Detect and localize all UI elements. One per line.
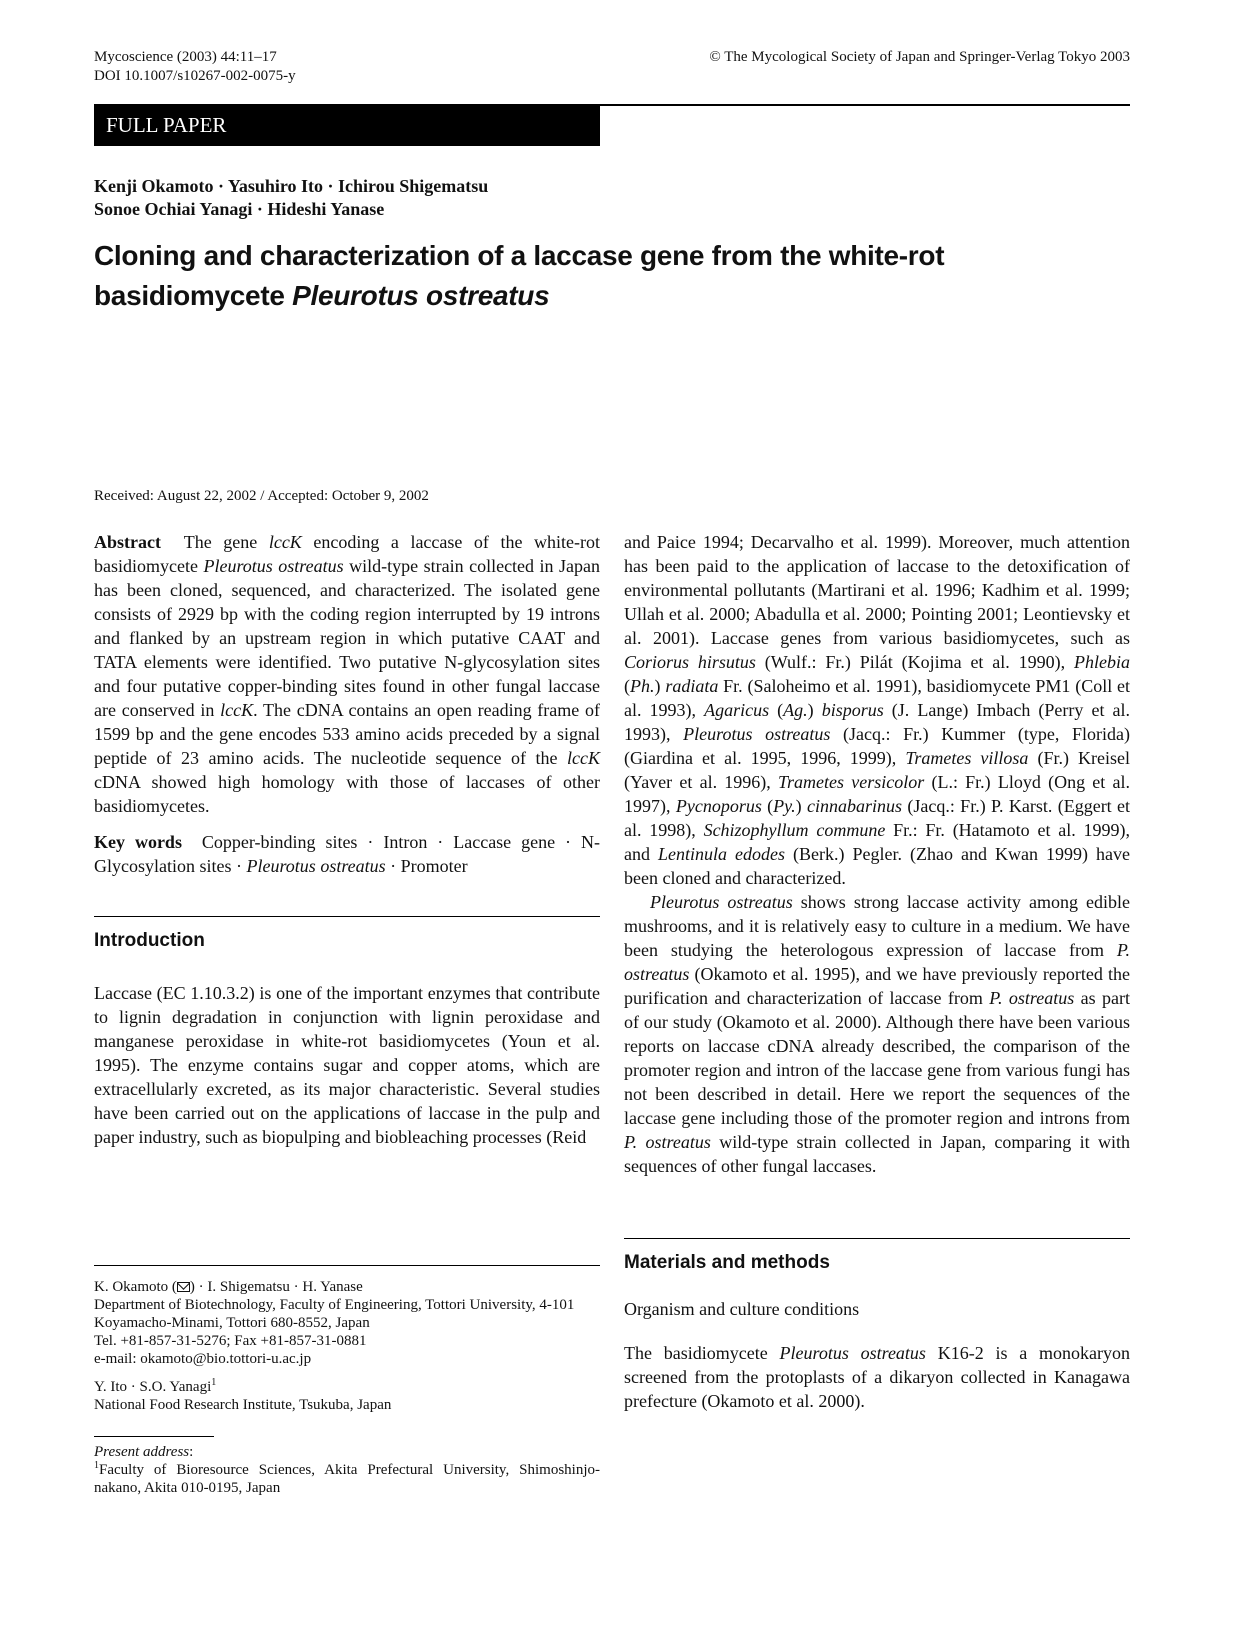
body-text: ( <box>769 700 784 720</box>
body-text: as part of our study (Okamoto et al. 2000). Although there have been various reports on laccase cDNA already described, the comparison of the promoter region and intron of the laccase gene from various fungi has not been described in detail. Here we report the sequences of the laccase gene including those of the promoter region and introns from <box>624 988 1131 1128</box>
species-name: Py. <box>773 796 796 816</box>
author-list <box>94 175 488 221</box>
species-name: P. ostreatus <box>989 988 1075 1008</box>
materials-methods-heading: Materials and methods <box>624 1252 830 1273</box>
author-text: K. Okamoto ( <box>94 1279 177 1295</box>
species-name: Coriorus hirsutus <box>624 652 756 672</box>
body-text: ) <box>795 796 808 816</box>
species-name: Pycnoporus <box>675 796 762 816</box>
body-text: K16-2 is a monokaryon screened from the protoplasts of a dikaryon collected in Kanagawa prefecture (Okamoto et al. 2000). <box>624 1343 1130 1411</box>
corresponding-authors <box>94 1278 600 1296</box>
gene-name: lccK <box>268 532 302 552</box>
gene-name: lccK <box>567 748 600 768</box>
species-name: radiata <box>665 676 719 696</box>
section-rule <box>624 1238 1130 1239</box>
second-affiliation: National Food Research Institute, Tsukuba, Japan <box>94 1397 392 1413</box>
present-colon: : <box>189 1444 194 1460</box>
copyright: © The Mycological Society of Japan and Springer-Verlag Tokyo 2003 <box>709 49 1130 65</box>
species-name: Pleurotus ostreatus <box>203 556 344 576</box>
abstract-label: Abstract <box>94 532 161 552</box>
body-text: Fr.: Fr. (Hatamoto et al. 1999), and <box>624 820 1130 864</box>
species-name: cinnabarinus <box>807 796 903 816</box>
species-name: Pleurotus ostreatus <box>246 856 386 876</box>
present-address <box>94 1461 600 1497</box>
body-text: ) <box>807 700 822 720</box>
body-text: ( <box>761 796 774 816</box>
paper-title <box>94 236 1054 316</box>
title-line-2 <box>94 276 1054 316</box>
species-name: Ag. <box>783 700 808 720</box>
species-name: bisporus <box>821 700 884 720</box>
keywords-text: · Promoter <box>385 856 468 876</box>
species-name: Pleurotus ostreatus <box>650 892 793 912</box>
author-text: Y. Ito · S.O. Yanagi <box>94 1379 212 1395</box>
authors-line-2: Sonoe Ochiai Yanagi · Hideshi Yanase <box>94 199 385 219</box>
species-name: Lentinula edodes <box>658 844 785 864</box>
envelope-icon <box>177 1282 190 1292</box>
methods-text <box>624 1341 1130 1413</box>
abstract-text: The gene <box>183 532 269 552</box>
left-column <box>94 530 600 1149</box>
title-line-1: Cloning and characterization of a laccase gene from the white-rot <box>94 240 945 271</box>
body-text: ( <box>624 676 630 696</box>
affiliations <box>94 1265 600 1497</box>
body-text: Fr. (Saloheimo et al. 1991), basidiomycete PM1 (Coll et al. 1993), <box>624 676 1131 720</box>
body-text: wild-type strain collected in Japan, comparing it with sequences of other fungal laccases. <box>624 1132 1130 1176</box>
keywords-label: Key words <box>94 832 182 852</box>
body-text: (Fr.) Kreisel (Yaver et al. 1996), <box>624 748 1130 792</box>
body-text: (L.: Fr.) Lloyd (Ong et al. 1997), <box>624 772 1131 816</box>
footnote-marker: 1 <box>211 1377 217 1388</box>
title-text: basidiomycete <box>94 280 293 311</box>
introduction-heading: Introduction <box>94 930 205 951</box>
present-address-label <box>94 1443 600 1461</box>
abstract <box>94 530 600 818</box>
species-name: Phlebia <box>1074 652 1130 672</box>
present-address-text: Faculty of Bioresource Sciences, Akita Prefectural University, Shimoshinjo-nakano, Akita 010-0195, Japan <box>94 1462 600 1496</box>
species-name: P. ostreatus <box>624 1132 711 1152</box>
section-label: FULL PAPER <box>94 104 600 146</box>
journal-header <box>94 48 296 86</box>
contact-email: e-mail: okamoto@bio.tottori-u.ac.jp <box>94 1351 312 1367</box>
body-text: ) <box>654 676 666 696</box>
species-name: Trametes versicolor <box>778 772 925 792</box>
abstract-text: encoding a laccase of the white-rot basidiomycete <box>94 532 600 576</box>
body-text: (Berk.) Pegler. (Zhao and Kwan 1999) have been cloned and characterized. <box>624 844 1130 888</box>
journal-citation: Mycoscience (2003) 44:11–17 <box>94 49 277 65</box>
keywords <box>94 830 600 878</box>
abstract-text: cDNA showed high homology with those of laccases of other basidiomycetes. <box>94 772 600 816</box>
abstract-text: wild-type strain collected in Japan has been cloned, sequenced, and characterized. The isolated gene consists of 2929 bp with the coding region interrupted by 19 introns and flanked by an upstream region in which putative CAAT and TATA elements were identified. Two putative N-glycosylation sites and four putative copper-binding sites found in other fungal laccase are conserved in <box>94 556 601 720</box>
present-rule <box>94 1436 214 1437</box>
body-text: and Paice 1994; Decarvalho et al. 1999). Moreover, much attention has been paid to the application of laccase to the detoxification of environmental pollutants (Martirani et al. 1996; Kadhim et al. 1999; Ullah et al. 2000; Abadulla et al. 2000; Pointing 2001; Leontievsky et al. 2001). Laccase genes from various basidiomycetes, such as <box>624 532 1130 648</box>
abstract-text: . The cDNA contains an open reading frame of 1599 bp and the gene encodes 533 amino acids preceded by a signal peptide of 23 amino acids. The nucleotide sequence of the <box>94 700 600 768</box>
intro-paragraph-2 <box>624 890 1130 1178</box>
introduction-text: Laccase (EC 1.10.3.2) is one of the important enzymes that contribute to lignin degradation in conjunction with lignin peroxidase and manganese peroxidase in white-rot basidiomycetes (Youn et al. 1995). The enzyme contains sugar and copper atoms, which are extracellularly excreted, as its major characteristic. Several studies have been carried out on the applications of laccase in the pulp and paper industry, such as biopulping and biobleaching processes (Reid <box>94 983 600 1147</box>
authors-line-1: Kenji Okamoto · Yasuhiro Ito · Ichirou Shigematsu <box>94 176 489 196</box>
body-text: (Wulf.: Fr.) Pilát (Kojima et al. 1990), <box>755 652 1074 672</box>
species-name: Pleurotus ostreatus <box>779 1343 926 1363</box>
footnote-rule <box>94 1265 600 1266</box>
doi: DOI 10.1007/s10267-002-0075-y <box>94 68 296 84</box>
header-rule <box>600 104 1130 106</box>
affiliation-address: Department of Biotechnology, Faculty of Engineering, Tottori University, 4-101 Koyamacho-Minami, Tottori 680-8552, Japan <box>94 1297 575 1331</box>
section-rule <box>94 916 600 917</box>
species-name: Trametes villosa <box>905 748 1029 768</box>
body-text: shows strong laccase activity among edible mushrooms, and it is relatively easy to culture in a medium. We have been studying the heterologous expression of laccase from <box>624 892 1130 960</box>
body-text: The basidiomycete <box>624 1343 780 1363</box>
subsection-heading: Organism and culture conditions <box>624 1299 860 1319</box>
contact-phone: Tel. +81-857-31-5276; Fax +81-857-31-0881 <box>94 1333 367 1349</box>
body-text: (Jacq.: Fr.) Kummer (type, Florida) (Giardina et al. 1995, 1996, 1999), <box>624 724 1130 768</box>
species-name: Schizophyllum commune <box>703 820 886 840</box>
second-authors <box>94 1378 600 1396</box>
species-name: Agaricus <box>704 700 770 720</box>
keywords-text: Copper-binding sites · Intron · Laccase gene · N-Glycosylation sites · <box>94 832 600 876</box>
gene-name: lccK <box>220 700 254 720</box>
body-text: (J. Lange) Imbach (Perry et al. 1993), <box>624 700 1131 744</box>
title-species: Pleurotus ostreatus <box>292 280 550 311</box>
species-name: Ph. <box>630 676 655 696</box>
body-text: (Jacq.: Fr.) P. Karst. (Eggert et al. 1998), <box>624 796 1131 840</box>
author-text: ) · I. Shigematsu · H. Yanase <box>189 1279 363 1295</box>
right-column <box>624 530 1130 1413</box>
present-label: Present address <box>94 1444 190 1460</box>
received-dates: Received: August 22, 2002 / Accepted: October 9, 2002 <box>94 488 429 504</box>
body-text: (Okamoto et al. 1995), and we have previously reported the purification and characterization of laccase from <box>624 964 1130 1008</box>
intro-continued <box>624 530 1130 890</box>
species-name: P. ostreatus <box>624 940 1130 984</box>
footnote-marker: 1 <box>94 1460 99 1471</box>
species-name: Pleurotus ostreatus <box>683 724 831 744</box>
